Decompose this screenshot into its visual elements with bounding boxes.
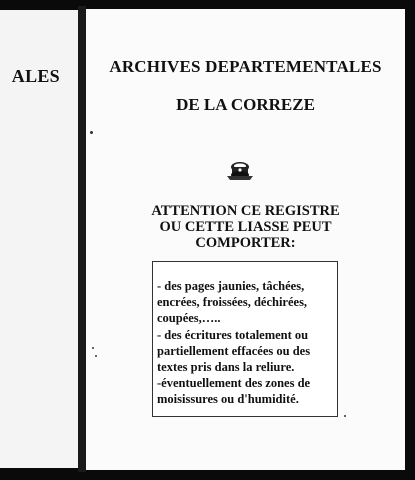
book-gutter <box>78 6 86 472</box>
notice-line: textes pris dans la reliure. <box>157 360 295 375</box>
warning-line: ATTENTION CE REGISTRE <box>151 203 340 219</box>
main-page <box>86 9 405 470</box>
warning-text <box>86 203 405 251</box>
left-page <box>0 10 78 468</box>
paper-speck <box>90 131 93 134</box>
notice-line: partiellement effacées ou des <box>157 343 311 358</box>
inkwell-icon <box>224 157 256 183</box>
notice-line: - des écritures totalement ou <box>157 327 309 342</box>
notice-line: - des pages jaunies, tâchées, <box>157 279 305 293</box>
warning-line: OU CETTE LIASSE PEUT <box>159 219 332 235</box>
notice-line: moisissures ou d'humidité. <box>157 392 299 407</box>
paper-speck <box>95 355 97 357</box>
left-page-title-fragment: ALES <box>11 66 60 86</box>
paper-speck <box>92 347 94 349</box>
archive-subtitle: DE LA CORREZE <box>176 95 315 114</box>
warning-line: COMPORTER: <box>195 235 296 251</box>
condition-notice-box <box>152 261 338 417</box>
notice-line: coupées,….. <box>157 311 221 326</box>
paper-speck <box>344 415 346 417</box>
notice-line: encrées, froissées, déchirées, <box>157 295 308 310</box>
archive-title: ARCHIVES DEPARTEMENTALES <box>109 57 382 76</box>
notice-line: -éventuellement des zones de <box>157 376 311 391</box>
